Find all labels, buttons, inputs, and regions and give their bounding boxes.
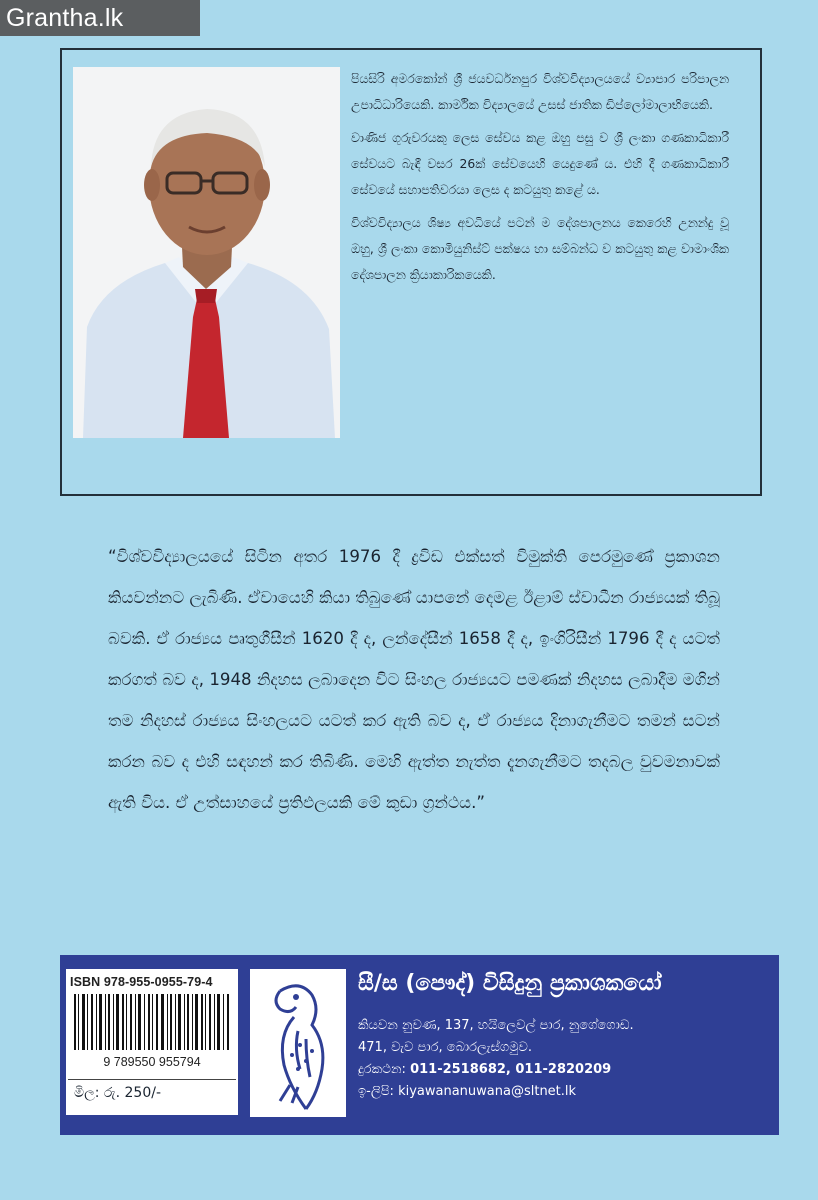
- isbn-card: [66, 969, 238, 1115]
- barcode-digits: 9 789550 955794: [103, 1055, 201, 1069]
- email-address[interactable]: kiyawananuwana@sltnet.lk: [398, 1084, 577, 1099]
- email-label: ඉ-ලිපි:: [358, 1084, 394, 1099]
- phone-numbers: 011-2518682, 011-2820209: [410, 1062, 612, 1077]
- bio-paragraph: විශ්වවිද්‍යාලය ශිෂ්‍ය අවධියේ පටන් ම දේශපාලනය කෙරෙහි උනන්දු වූ ඔහු, ශ්‍රී ලංකා කොමියුනිස්ට් පක්ෂය හා සම්බන්ධ ව කටයුතු කළ වාමාංශික දේශපාලන ක්‍රියාකාරිකයෙකි.: [351, 215, 729, 282]
- author-photo: [73, 67, 340, 438]
- book-quote: “විශ්වවිද්‍යාලයයේ සිටින අතර 1976 දී ද්‍රවිඩ එක්සත් විමුක්ති පෙරමුණේ ප්‍රකාශන කියවන්නට ලැබිණි. ඒවායෙහි කියා තිබුණේ යාපනේ දෙමළ ඊළාම් ස්වාධීන රාජ්‍යයක් තිබූ බවකි. ඒ රාජ්‍යය පෘතුගීසීන් 1620 දී ද, ලන්දේසීන් 1658 දී ද, ඉංගිරිසීන් 1796 දී ද යටත් කරගත් බව ද, 1948 නිදහස ලබාදෙන විට සිංහල රාජ්‍යයට පමණක් නිදහස ලබාදීම මගින් තම නිදහස් රාජ්‍යය සිංහලයට යටත් කර ඇති බව ද, ඒ රාජ්‍යය දිනාගැනීමට තමන් සටන් කරන බව ද එහි සඳහන් කර තිබිණි. මෙහි ඇත්ත නැත්ත දැනගැනීමට තදබල වුවමනාවක් ඇති විය. ඒ උත්සාහයේ ප්‍රතිඵලයකි මේ කුඩා ග්‍රන්ථය.”: [108, 547, 720, 812]
- publisher-address-line: කියවන නුවණ, 137, හයිලෙවල් පාර, නුගේගොඩ.: [358, 1018, 634, 1033]
- price-label: මිල: රු. 250/-: [68, 1079, 236, 1107]
- bio-paragraph: පියසිරි අමරකෝන් ශ්‍රී ජයවර්ධනපුර විශ්වවිද්‍යාලයයේ ව්‍යාපාර පරිපාලන උපාධිධාරියෙකි. කාර්මික විද්‍යාලයේ උසස් ජාතික ඩිප්ලෝමාලාභියෙකි.: [351, 71, 729, 112]
- publisher-name: සී/ස (පෞද්) විසිදුනු ප්‍රකාශකයෝ: [358, 971, 662, 996]
- publisher-address-line: 471, වැව පාර, බොරලැස්ගමුව.: [358, 1040, 533, 1055]
- author-bio-text: [351, 66, 729, 295]
- watermark: Grantha.lk: [0, 0, 200, 36]
- isbn-label: ISBN 978-955-0955-79-4: [70, 975, 213, 989]
- phone-label: දුරකථන:: [358, 1062, 406, 1077]
- publisher-logo: [250, 969, 346, 1117]
- author-portrait: [73, 67, 340, 438]
- bio-paragraph: වාණිජ ගුරුවරයකු ලෙස සේවය කළ ඔහු පසු ව ශ්‍රී ලංකා ගණකාධිකාරී සේවයට බැඳී වසර 26ක් සේවයෙහි යෙදුණේ ය. එහි දී ගණකාධිකාරී සේවයේ සහාපතිවරයා ලෙස ද කටයුතු කළේ ය.: [351, 130, 729, 197]
- publisher-email: [358, 1084, 576, 1099]
- barcode-icon: [72, 994, 232, 1050]
- parrot-logo-icon: [250, 969, 346, 1117]
- publisher-phone: [358, 1062, 611, 1077]
